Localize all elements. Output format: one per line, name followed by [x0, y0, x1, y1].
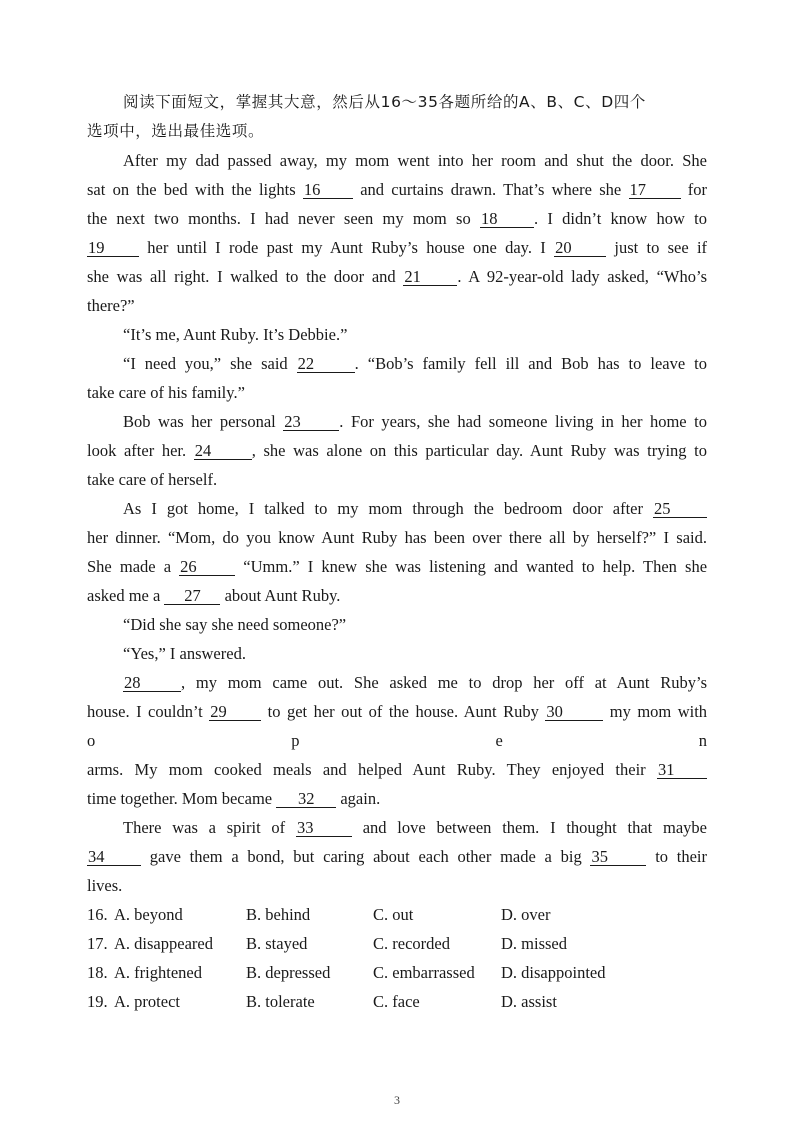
blank-22: 22: [297, 356, 355, 373]
passage-line: After my dad passed away, my mom went into her room and shut the door. She: [123, 151, 707, 170]
passage-line: Bob was her personal 23 . For years, she had someone living in her home to: [123, 412, 708, 431]
option-b: B. tolerate: [246, 992, 315, 1011]
passage-line: there?”: [87, 296, 135, 315]
question-number: 17.: [87, 934, 108, 953]
passage-line: “It’s me, Aunt Ruby. It’s Debbie.”: [123, 325, 348, 344]
option-d: D. assist: [501, 992, 557, 1011]
passage-line: arms. My mom cooked meals and helped Aunt Ruby. They enjoyed their 31: [87, 760, 707, 780]
passage-line: “Yes,” I answered.: [123, 644, 246, 663]
blank-24: 24: [194, 443, 252, 460]
page-number: 3: [394, 1093, 400, 1107]
blank-25: 25: [653, 501, 707, 518]
passage-line: the next two months. I had never seen my mom so 18 . I didn’t know how to: [87, 209, 708, 228]
option-a: A. beyond: [114, 905, 183, 924]
blank-31: 31: [657, 762, 707, 779]
instruction-line-1: 阅读下面短文，掌握其大意，然后从16～35各题所给的A、B、C、D四个: [123, 93, 646, 111]
option-d: D. missed: [501, 934, 567, 953]
option-a: A. protect: [114, 992, 180, 1011]
passage-line: As I got home, I talked to my mom through the bedroom door after 25: [123, 499, 707, 519]
passage-line: time together. Mom became 32 again.: [87, 789, 381, 808]
option-b: B. behind: [246, 905, 311, 924]
option-c: C. out: [373, 905, 414, 924]
blank-34: 34: [87, 849, 141, 866]
blank-28: 28: [123, 675, 181, 692]
blank-18: 18: [480, 211, 534, 228]
passage-line: “Did she say she need someone?”: [123, 615, 347, 634]
blank-26: 26: [179, 559, 235, 576]
passage-line: look after her. 24 , she was alone on this particular day. Aunt Ruby was trying to: [87, 441, 708, 460]
blank-17: 17: [629, 182, 681, 199]
passage-line-spaced: o p e n: [87, 731, 708, 750]
passage-line: take care of his family.”: [87, 383, 245, 402]
question-number: 18.: [87, 963, 108, 982]
blank-20: 20: [554, 240, 606, 257]
blank-23: 23: [283, 414, 339, 431]
option-c: C. embarrassed: [373, 963, 475, 982]
passage-line: 28 , my mom came out. She asked me to drop her off at Aunt Ruby’s: [124, 673, 707, 692]
passage-line: she was all right. I walked to the door and 21 . A 92-year-old lady asked, “Who’s: [87, 267, 708, 286]
option-c: C. recorded: [373, 934, 450, 953]
passage-line: “I need you,” she said 22 . “Bob’s family fell ill and Bob has to leave to: [123, 354, 707, 373]
option-d: D. over: [501, 905, 551, 924]
question-number: 16.: [87, 905, 108, 924]
passage-line: 19 her until I rode past my Aunt Ruby’s house one day. I 20 just to see if: [88, 238, 708, 257]
option-a: A. disappeared: [114, 934, 213, 953]
option-a: A. frightened: [114, 963, 202, 982]
passage-line: take care of herself.: [87, 470, 218, 489]
blank-32: 32: [276, 791, 336, 808]
blank-33: 33: [296, 820, 352, 837]
passage-line: her dinner. “Mom, do you know Aunt Ruby has been over there all by herself?” I said.: [87, 528, 707, 547]
passage-line: sat on the bed with the lights 16 and curtains drawn. That’s where she 17 for: [87, 180, 708, 199]
passage-line: There was a spirit of 33 and love between them. I thought that maybe: [123, 818, 707, 837]
option-d: D. disappointed: [501, 963, 606, 982]
blank-30: 30: [545, 704, 603, 721]
blank-29: 29: [209, 704, 261, 721]
blank-19: 19: [87, 240, 139, 257]
blank-21: 21: [403, 269, 457, 286]
option-b: B. depressed: [246, 963, 331, 982]
blank-16: 16: [303, 182, 353, 199]
option-c: C. face: [373, 992, 420, 1011]
instruction-line-2: 选项中，选出最佳选项。: [87, 122, 265, 140]
blank-35: 35: [590, 849, 646, 866]
option-b: B. stayed: [246, 934, 308, 953]
passage-line: asked me a 27 about Aunt Ruby.: [87, 586, 341, 605]
question-number: 19.: [87, 992, 108, 1011]
passage-line: 34 gave them a bond, but caring about each other made a big 35 to their: [88, 847, 708, 866]
passage-line: house. I couldn’t 29 to get her out of the house. Aunt Ruby 30 my mom with: [87, 702, 708, 721]
passage-line: lives.: [87, 876, 123, 895]
passage-line: She made a 26 “Umm.” I knew she was listening and wanted to help. Then she: [87, 557, 708, 576]
blank-27: 27: [164, 588, 220, 605]
